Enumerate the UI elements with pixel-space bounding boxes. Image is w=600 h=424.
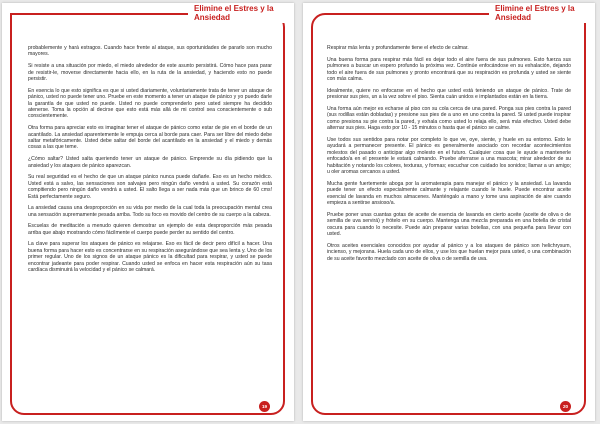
left-paragraph-6: Su real seguridad es el hecho de que un ataque pánico nunca puede dañarle. Eso es un hecho médico. Usted está a salvo, las sensaciones son salvajes pero ningún daño vendrá a usted. Su corazón está compitiendo pero ningún daño vendrá a usted. El salto llega a ser nada más que un brinco de 60 cms! Está perfectamente seguro. [28, 174, 272, 200]
left-page-body [28, 45, 272, 279]
left-paragraph-8: Escuelas de meditación a menudo quieren demostrar un ejemplo de esta desproporción más pesada arriba que abajo mostrando cómo fácilmente el cuerpo puede perder su sentido del centro. [28, 223, 272, 236]
right-paragraph-3: Idealmente, quiere no enfocarse en el hecho que usted está teniendo un ataque de pánico. Trate de presionar sus pies, un a la vez sobre el piso. Sienta cuán unidos e implantados están en la tierra. [327, 87, 571, 101]
right-page-header: Elimine el Estres y la Ansiedad [489, 3, 595, 23]
right-paragraph-5: Use todos sus sentidos para notar por completo lo que ve, oye, siente, y huele en su entorno. Esto le ayudará a permanecer presente. El pánico es generalmente asociado con recordar acontecimientos molestos del pasado o anticipar algo molesto en el futuro. Cualquier cosa que le ayude a mantenerle enfocado/a en el presente le estará calmando. Pruebe aferrarse a una mascota; mirar alrededor de su habitación y notando los colores, texturas, y formas; escuchar con cuidado los sonidos; llamar a un amigo; u oler aromas cercanos a usted. [327, 136, 571, 175]
left-paragraph-5: ¿Cómo saltar? Usted salta queriendo tener un ataque de pánico. Emprende su día pidiendo que la ansiedad y los ataques de pánico aparezcan. [28, 156, 272, 169]
right-paragraph-6: Mucha gente fuertemente aboga por la aromaterapia para manejar el pánico y la ansiedad. La lavanda puede tener un efecto especialmente calmante y relajante cuando le huele. Puede encontrar aceite esencial de lavanda en muchos almacenes. Manténgalo a mano y tome una aspiración de aire cuando empieza a sentirse ansioso/a. [327, 180, 571, 206]
right-paragraph-1: Respirar más lenta y profundamente tiene el efecto de calmar. [327, 45, 469, 51]
left-paragraph-3: En esencia lo que esto significa es que si usted diariamente, voluntariamente trata de tener un ataque de pánico, usted no puede tener uno. Pruebe en este momento a tener un ataque de pánico y yo puedo darle la garantía de que usted no puede. Usted no puede comprenderlo pero usted siempre ha decidido atenerse. Toma la opción al decirse que esto está más allá de mi control sea conscientemente o sub conscientemente. [28, 87, 272, 120]
right-paragraph-7: Pruebe poner unas cuantas gotas de aceite de esencia de lavanda en cierto aceite (aceite de oliva o de semilla de uva servirá) y frótelo en su cuerpo. Mantenga una mezcla preparada en una botella de cristal oscura para cuando lo necesite. Puede aún preparar varias botellas, con una pequeña para llevar con usted. [327, 211, 571, 237]
left-paragraph-7: La ansiedad causa una desproporción en su vida por medio de la cual toda la preocupación mental crea una sensación supremamente pesada arriba. Todo su foco es movido del centro de su cuerpo a la cabeza. [28, 205, 272, 218]
left-page [2, 3, 294, 421]
right-page-number: 20 [560, 401, 571, 412]
left-paragraph-2: Si resiste a una situación por miedo, el miedo alrededor de este asunto persistirá. Cómo hace para parar de resistir-le, moverse directamente hacia ello, en la ruta de la ansiedad, y haciendo esto no puede persistir. [28, 63, 272, 82]
right-page [303, 3, 595, 421]
right-paragraph-2: Una buena forma para respirar más fácil es dejar todo el aire fuera de sus pulmones. Esto fuerza sus pulmones a buscar un espero profundo la próxima vez. Continúe enfocándose en su exhalación, dejando todo el aire fuera de sus pulmones y pronto encontrará que su respiración es profunda y usted se siente con más calma. [327, 56, 571, 82]
left-paragraph-4: Otra forma para apreciar esto es imaginar tener el ataque de pánico como estar de pie en el borde de un acantilado. La ansiedad aparentemente le empuja cerca al borde para caer. Para ser libre del miedo debe saltar metafóricamente. Usted debe saltar del borde del acantilado en la ansiedad y el miedo y demás cosas a las que teme. [28, 125, 272, 151]
right-paragraph-4: Una forma aún mejor es echarse al piso con su cola cerca de una pared. Ponga sus pies contra la pared (sus rodillas están dobladas) y presione sus pies de a uno en uno contra la pared. Si usted puede inspirar como presiona su pie contra la pared, y exhala como usted lo relaja ello, será más efectivo. Usted debe alternar sus pies. Haga esto por 10 - 15 minutos o hasta que el pánico se calme. [327, 105, 571, 132]
right-paragraph-8: Otros aceites esenciales conocidos por ayudar al pánico y a los ataques de pánico son helichrysum, incienso, y mejorana. Huela cada uno de ellos, y use los que huelan mejor para usted, o una combinación de su aceite favorito mezclado con aceite de oliva o de semilla de uva. [327, 242, 571, 262]
right-page-body [327, 45, 571, 267]
left-paragraph-1: probablemente y hará estragos. Cuando hace frente al ataque, sus oportunidades de pararlo son mucho mayores. [28, 45, 272, 58]
left-paragraph-9: La clave para superar los ataques de pánico es relajarse. Eso es fácil de decir pero difícil a hacer. Una buena forma para hacer esto es concentrarse en su respiración asegurándose que sea lenta y. Uno de los primer regular. Uno de los signos de un ataque pánico es la dificultad para respirar, y usted se puede encontrar jadeante para poder respirar. Cuando usted se enfoca en hacer esta respiración aún su tasa cardíaca disminuirá la velocidad y el pánico se calmará. [28, 241, 272, 274]
left-page-header: Elimine el Estres y la Ansiedad [188, 3, 294, 23]
left-page-number: 19 [259, 401, 270, 412]
